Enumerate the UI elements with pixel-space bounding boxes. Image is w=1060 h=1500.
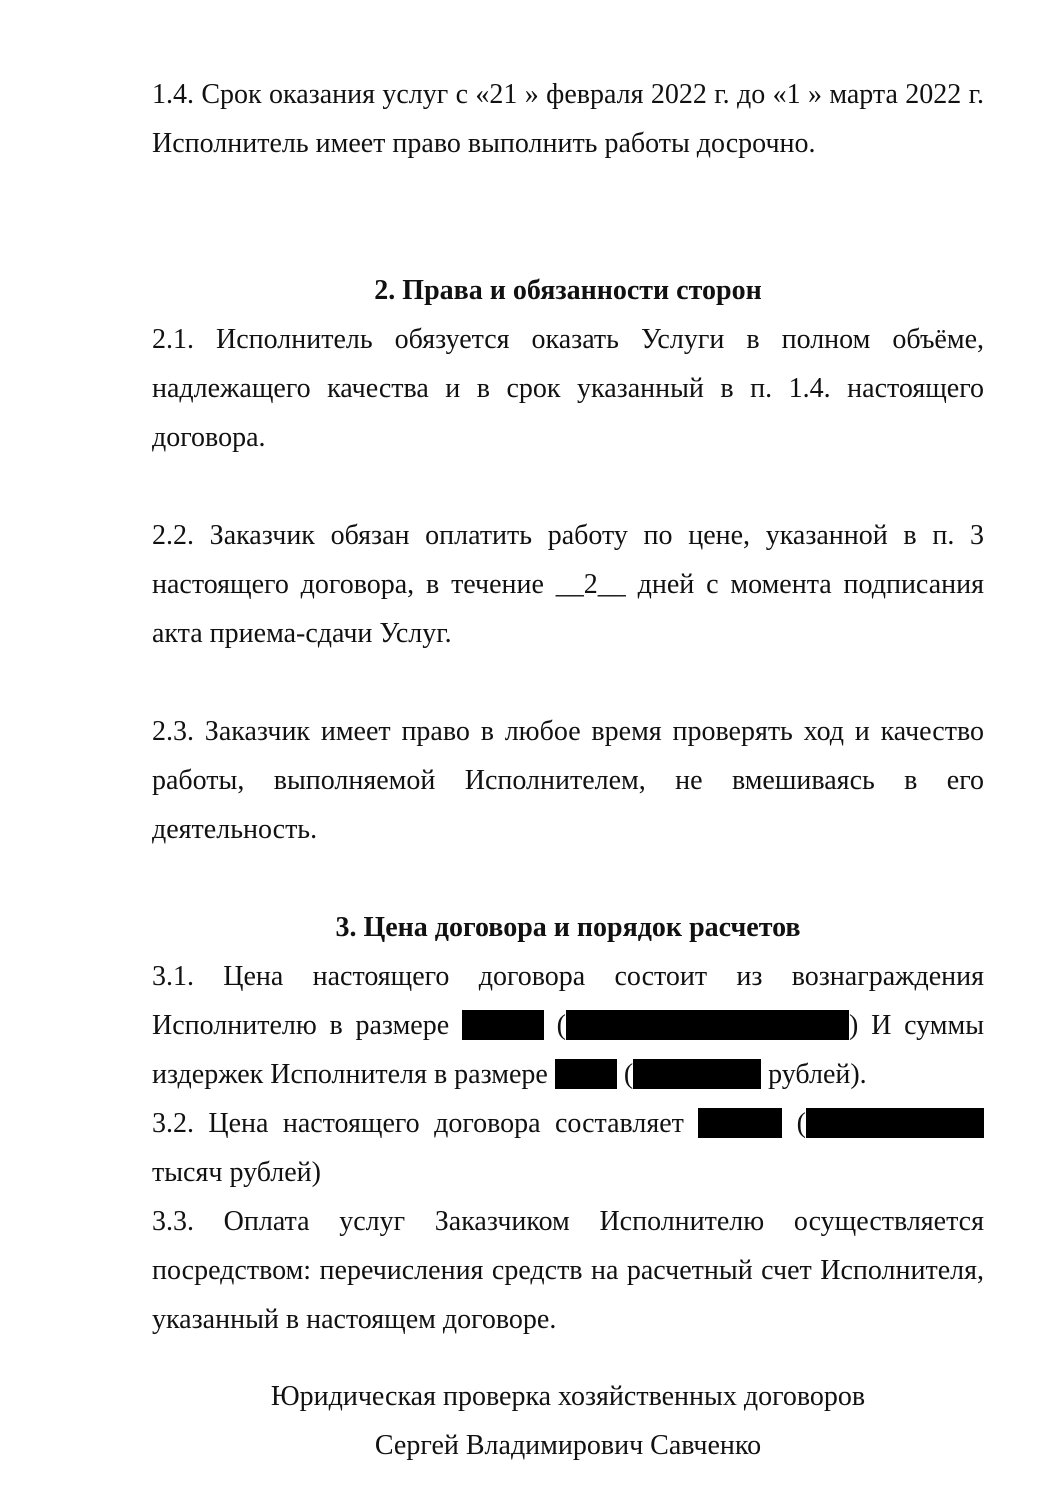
- clause-2-2-text-start: 2.2. Заказчик обязан оплатить работу по цене, указанной в п. 3 настоящего договора, в течение: [152, 520, 984, 600]
- clause-2-1: 2.1. Исполнитель обязуется оказать Услуги в полном объёме, надлежащего качества и в срок указанный в п. 1.4. настоящего договора.: [152, 324, 984, 453]
- footer-line-2: Сергей Владимирович Савченко: [374, 1430, 762, 1461]
- clause-1-4: 1.4. Срок оказания услуг с «21 » февраля 2022 г. до «1 » марта 2022 г. Исполнитель имеет право выполнить работы досрочно.: [152, 79, 984, 159]
- clause-3-2: [152, 1099, 984, 1197]
- document-page: [152, 70, 984, 1344]
- spacer: [152, 658, 984, 707]
- redacted-fee-words: [566, 1010, 849, 1040]
- redacted-expenses-amount: [555, 1059, 617, 1089]
- redacted-total-words: [806, 1108, 984, 1138]
- redacted-total-amount: [698, 1108, 782, 1138]
- section-2-title: 2. Права и обязанности сторон: [374, 275, 762, 306]
- section-3-title: 3. Цена договора и порядок расчетов: [335, 912, 801, 943]
- redacted-fee-amount: [462, 1010, 544, 1040]
- clause-2-3: 2.3. Заказчик имеет право в любое время проверять ход и качество работы, выполняемой Исполнителем, не вмешиваясь в его деятельность.: [152, 716, 984, 845]
- clause-3-2-text-a: 3.2. Цена настоящего договора составляет: [152, 1108, 699, 1139]
- spacer: [152, 854, 984, 903]
- clause-2-2-text-end: дней с момента подписания акта приема-сдачи Услуг.: [152, 569, 984, 649]
- clause-3-1-text-d: (: [616, 1059, 634, 1090]
- footer-line-1: Юридическая проверка хозяйственных договоров: [270, 1381, 866, 1412]
- clause-3-1-text-a: 3.1. Цена настоящего договора состоит из вознаграждения Исполнителю в размере: [152, 961, 984, 1041]
- clause-3-1: [152, 952, 984, 1099]
- clause-3-2-text-b: (: [782, 1108, 806, 1139]
- clause-3-1-text-b: (: [543, 1010, 567, 1041]
- spacer: [152, 462, 984, 511]
- clause-3-1-text-e: рублей).: [761, 1059, 867, 1090]
- payment-days-value: __2__: [555, 569, 626, 600]
- clause-3-1-text-c: ) И суммы издержек Исполнителя в размере: [152, 1010, 985, 1090]
- redacted-expenses-words: [633, 1059, 761, 1089]
- clause-3-2-text-c: тысяч рублей): [152, 1157, 321, 1188]
- footer: [152, 1372, 984, 1470]
- spacer: [152, 168, 984, 266]
- clause-2-2: [152, 511, 984, 658]
- clause-3-3: 3.3. Оплата услуг Заказчиком Исполнителю осуществляется посредством: перечисления средств на расчетный счет Исполнителя, указанный в настоящем договоре.: [152, 1206, 984, 1335]
